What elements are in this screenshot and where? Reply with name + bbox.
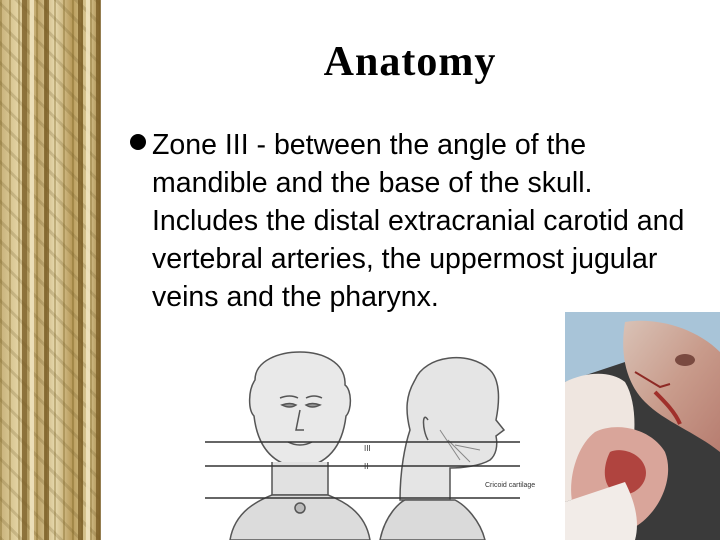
cricoid-annotation: Cricoid cartilage [485,482,536,489]
side-head-drawing [380,358,504,540]
zone-label-lower: II [364,462,369,471]
border-stripe [78,0,83,540]
border-stripe [96,0,101,540]
bullet-text: Zone III - between the angle of the mandible and the base of the skull. Includes the distal extracranial carotid and vertebral arteries, the uppermost jugular veins and the pharynx. [152,129,685,313]
border-stripe [30,0,34,540]
slide-title: Anatomy [323,39,497,85]
border-stripe [22,0,27,540]
zone-label-upper: III [364,444,371,453]
front-head-drawing [230,352,370,540]
clinical-photo [565,312,720,540]
bullet-icon [130,134,146,150]
decorative-border [0,0,100,540]
neck-zones-illustration [200,350,536,540]
border-stripe [86,0,90,540]
border-stripe [44,0,49,540]
